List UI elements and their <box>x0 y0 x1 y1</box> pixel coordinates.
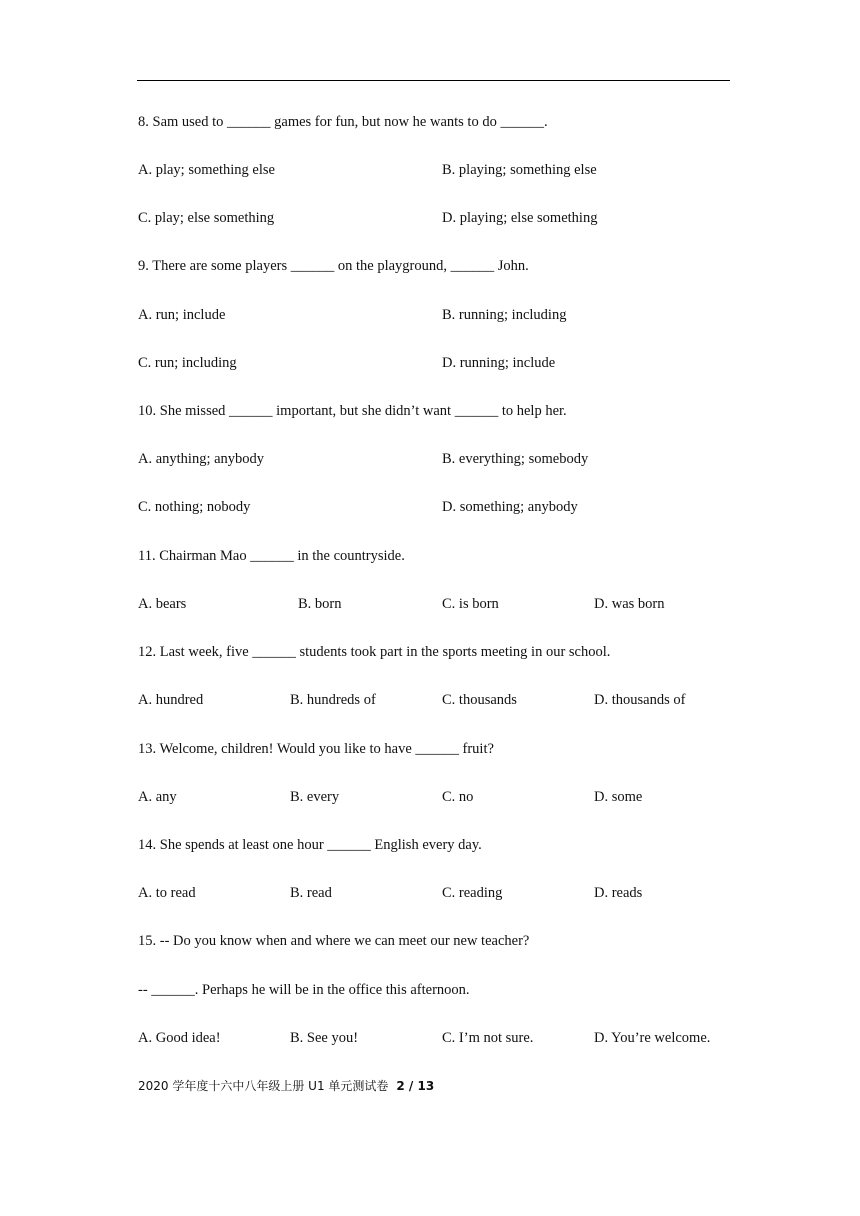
question-8-stem: 8. Sam used to ______ games for fun, but now he wants to do ______. <box>138 114 548 130</box>
question-13-option-d: D. some <box>594 789 643 805</box>
question-14-option-c: C. reading <box>442 885 503 901</box>
question-10-option-d: D. something; anybody <box>442 499 578 515</box>
question-13-option-a: A. any <box>138 789 177 805</box>
question-9-option-c: C. run; including <box>138 355 237 371</box>
question-9-option-d: D. running; include <box>442 355 556 371</box>
question-10-option-c: C. nothing; nobody <box>138 499 251 515</box>
question-8-option-d: D. playing; else something <box>442 210 598 226</box>
question-14-option-b: B. read <box>290 885 332 901</box>
question-8-option-a: A. play; something else <box>138 162 275 178</box>
question-12-option-d: D. thousands of <box>594 692 686 708</box>
question-10-option-a: A. anything; anybody <box>138 451 265 467</box>
question-8-option-c: C. play; else something <box>138 210 275 226</box>
question-12-option-b: B. hundreds of <box>290 692 376 708</box>
question-12-stem: 12. Last week, five ______ students took part in the sports meeting in our school. <box>138 644 611 660</box>
question-15-option-b: B. See you! <box>290 1030 359 1046</box>
question-9-stem: 9. There are some players ______ on the playground, ______ John. <box>138 258 529 274</box>
question-11-option-b: B. born <box>298 596 342 612</box>
question-11-option-d: D. was born <box>594 596 665 612</box>
question-13-option-c: C. no <box>442 789 474 805</box>
question-13-option-b: B. every <box>290 789 340 805</box>
footer-title: 2020 学年度十六中八年级上册 U1 单元测试卷 <box>138 1079 389 1093</box>
question-12-option-c: C. thousands <box>442 692 517 708</box>
question-14-option-d: D. reads <box>594 885 643 901</box>
question-15-option-a: A. Good idea! <box>138 1030 221 1046</box>
question-9-option-a: A. run; include <box>138 307 226 323</box>
question-11-option-c: C. is born <box>442 596 499 612</box>
question-9-option-b: B. running; including <box>442 307 567 323</box>
question-12-option-a: A. hundred <box>138 692 204 708</box>
question-8-option-b: B. playing; something else <box>442 162 597 178</box>
question-15-stem: 15. -- Do you know when and where we can meet our new teacher? <box>138 933 530 949</box>
question-10-option-b: B. everything; somebody <box>442 451 589 467</box>
page-number: 2 / 13 <box>396 1079 435 1093</box>
question-15-option-d: D. You’re welcome. <box>594 1030 711 1046</box>
question-14-stem: 14. She spends at least one hour ______ English every day. <box>138 837 482 853</box>
question-15-option-c: C. I’m not sure. <box>442 1030 534 1046</box>
question-11-option-a: A. bears <box>138 596 187 612</box>
question-10-stem: 10. She missed ______ important, but she didn’t want ______ to help her. <box>138 403 567 419</box>
question-15-response: -- ______. Perhaps he will be in the office this afternoon. <box>138 982 470 998</box>
page-footer <box>138 1077 434 1094</box>
question-11-stem: 11. Chairman Mao ______ in the countryside. <box>138 548 405 564</box>
header-rule <box>137 80 730 81</box>
question-13-stem: 13. Welcome, children! Would you like to have ______ fruit? <box>138 741 494 757</box>
question-14-option-a: A. to read <box>138 885 196 901</box>
